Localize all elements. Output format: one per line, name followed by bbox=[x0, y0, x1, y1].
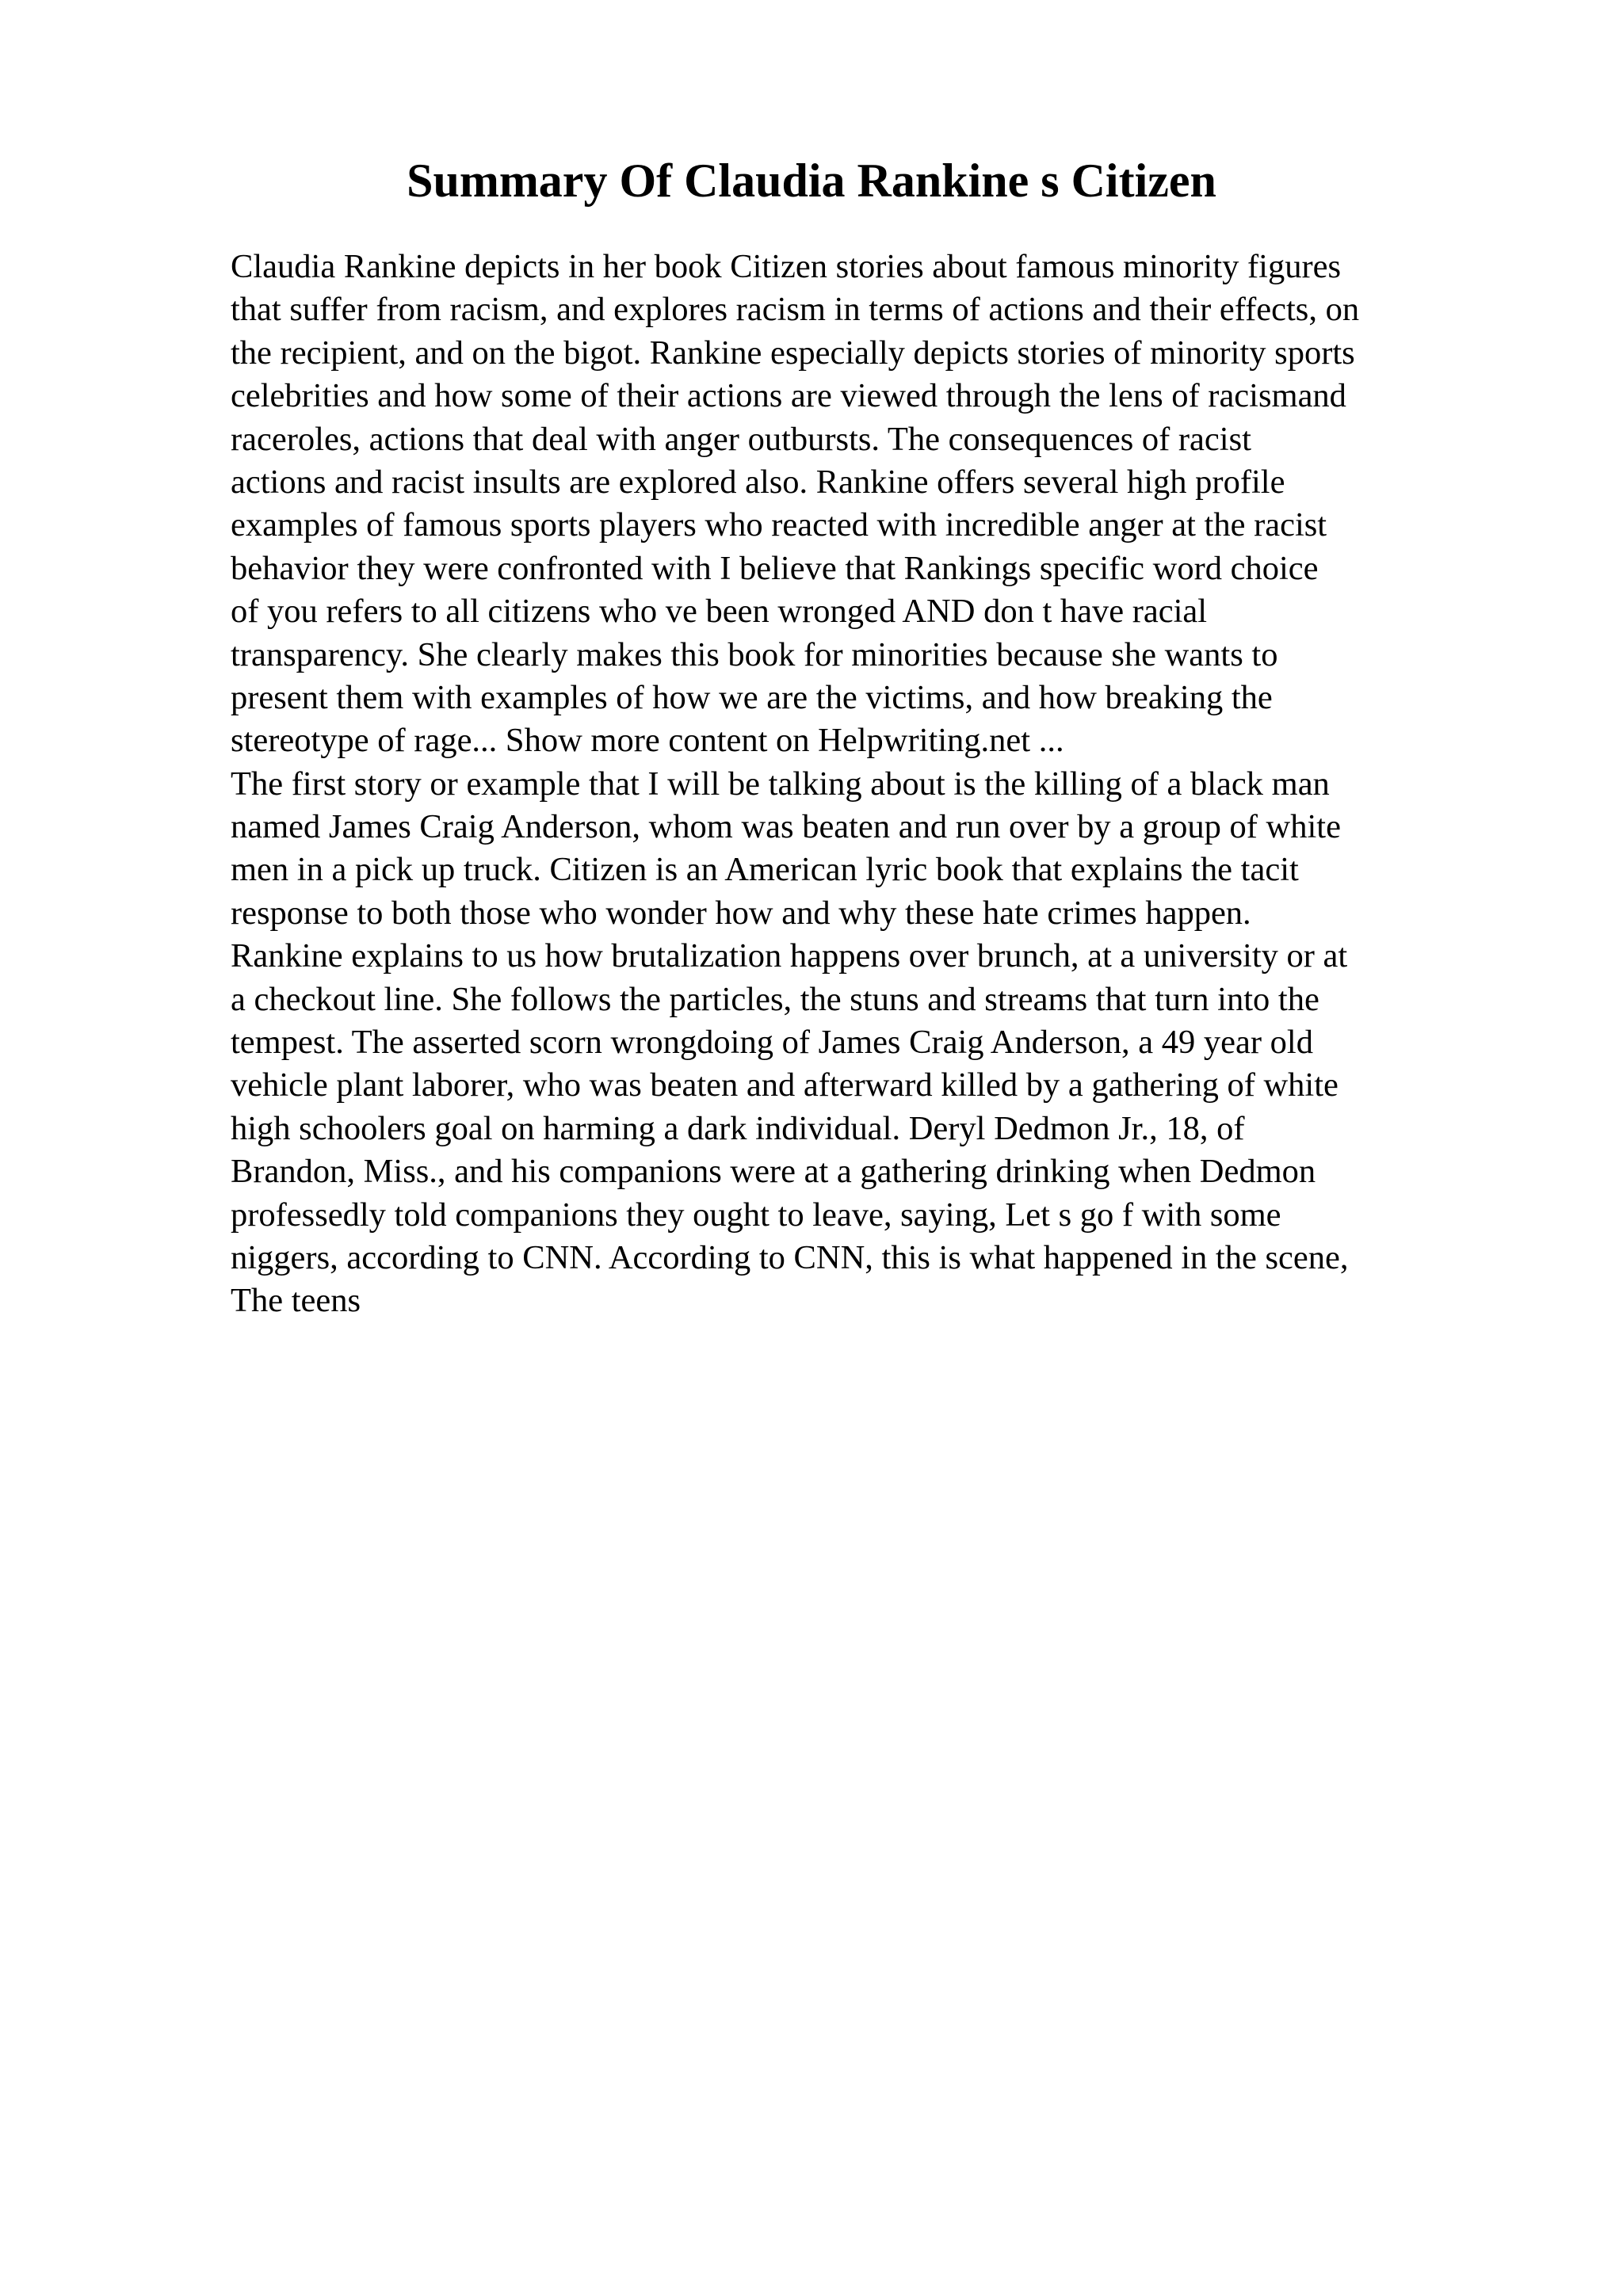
body-line: Brandon, Miss., and his companions were at a gathering drinking when Dedmon bbox=[231, 1153, 1316, 1191]
body-line: present them with examples of how we are the victims, and how breaking the bbox=[231, 678, 1273, 716]
body-line: response to both those who wonder how and why these hate crimes happen. bbox=[231, 894, 1251, 932]
body-line: named James Craig Anderson, whom was beaten and run over by a group of white bbox=[231, 808, 1341, 846]
body-line: niggers, according to CNN. According to CNN, this is what happened in the scene, bbox=[231, 1238, 1349, 1276]
document-title: Summary Of Claudia Rankine s Citizen bbox=[407, 154, 1216, 207]
body-line: a checkout line. She follows the particles, the stuns and streams that turn into the bbox=[231, 980, 1319, 1018]
body-line: transparency. She clearly makes this book for minorities because she wants to bbox=[231, 635, 1278, 673]
body-line: actions and racist insults are explored also. Rankine offers several high profile bbox=[231, 463, 1285, 501]
body-line: of you refers to all citizens who ve been wronged AND don t have racial bbox=[231, 593, 1208, 631]
body-line: Claudia Rankine depicts in her book Citizen stories about famous minority figures bbox=[231, 248, 1342, 285]
body-line: professedly told companions they ought to leave, saying, Let s go f with some bbox=[231, 1196, 1281, 1234]
body-line: Rankine explains to us how brutalization happens over brunch, at a university or at bbox=[231, 937, 1348, 975]
body-line: examples of famous sports players who reacted with incredible anger at the racist bbox=[231, 506, 1327, 544]
body-line: The teens bbox=[231, 1282, 361, 1320]
body-line: the recipient, and on the bigot. Rankine especially depicts stories of minority sports bbox=[231, 334, 1355, 372]
body-line: high schoolers goal on harming a dark individual. Deryl Dedmon Jr., 18, of bbox=[231, 1109, 1245, 1147]
document-body bbox=[231, 246, 1483, 1323]
body-line: tempest. The asserted scorn wrongdoing of James Craig Anderson, a 49 year old bbox=[231, 1024, 1313, 1062]
body-line: celebrities and how some of their actions are viewed through the lens of racismand bbox=[231, 377, 1346, 415]
body-line: vehicle plant laborer, who was beaten and afterward killed by a gathering of white bbox=[231, 1066, 1338, 1104]
body-line: raceroles, actions that deal with anger outbursts. The consequences of racist bbox=[231, 420, 1251, 458]
body-line: men in a pick up truck. Citizen is an American lyric book that explains the tacit bbox=[231, 851, 1299, 889]
body-line: stereotype of rage... Show more content on Helpwriting.net ... bbox=[231, 722, 1064, 760]
body-line: behavior they were confronted with I believe that Rankings specific word choice bbox=[231, 549, 1319, 587]
body-line: that suffer from racism, and explores racism in terms of actions and their effects, on bbox=[231, 291, 1360, 329]
body-line: The first story or example that I will be talking about is the killing of a black man bbox=[231, 765, 1330, 803]
